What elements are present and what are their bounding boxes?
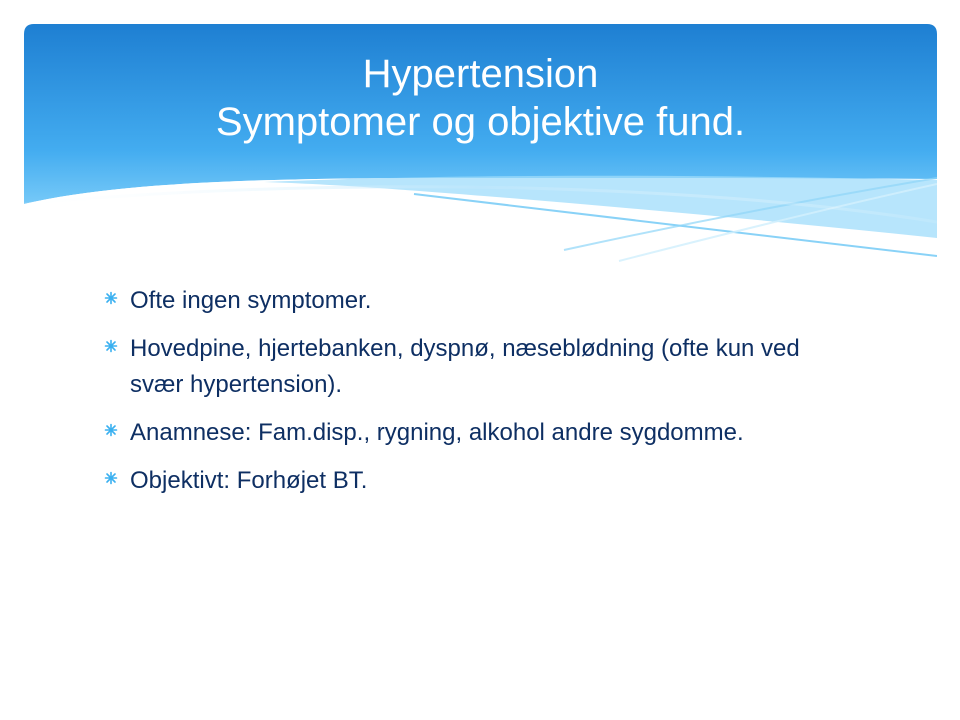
bullet-list (104, 283, 844, 511)
asterisk-icon (104, 339, 118, 353)
slide-title-line-2: Symptomer og objektive fund. (215, 100, 746, 144)
asterisk-icon (104, 471, 118, 485)
bullet-text: Hovedpine, hjertebanken, dyspnø, næseblødning (ofte kun ved svær hypertension). (130, 335, 800, 398)
slide-title (24, 50, 937, 146)
slide-title-line-1: Hypertension (362, 52, 599, 96)
bullet-item (104, 415, 844, 451)
bullet-text: Objektivt: Forhøjet BT. (130, 467, 368, 494)
bullet-item (104, 283, 844, 319)
asterisk-icon (104, 423, 118, 437)
bullet-item (104, 331, 844, 403)
bullet-text: Ofte ingen symptomer. (130, 287, 372, 314)
bullet-item (104, 463, 844, 499)
asterisk-icon (104, 291, 118, 305)
bullet-text: Anamnese: Fam.disp., rygning, alkohol andre sygdomme. (130, 419, 744, 446)
